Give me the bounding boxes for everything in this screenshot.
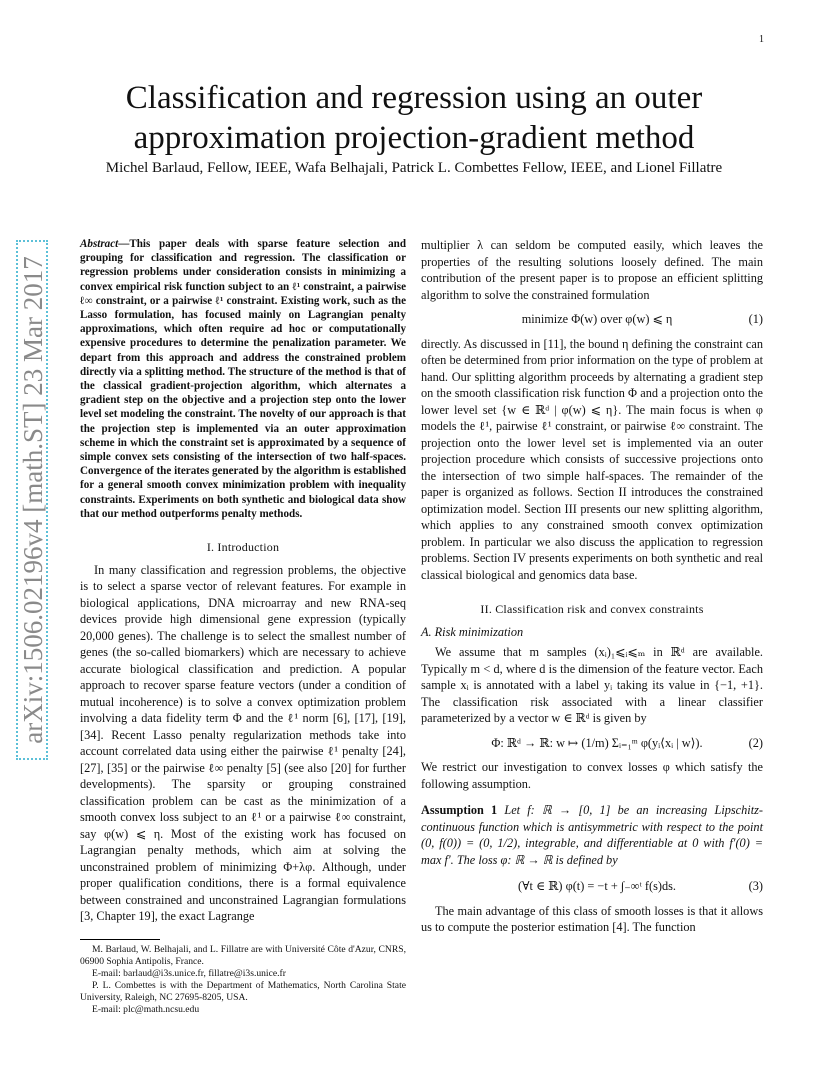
restrict-paragraph: We restrict our investigation to convex losses φ which satisfy the following assumption.	[421, 760, 763, 791]
abstract	[80, 237, 406, 521]
subsection-heading: A. Risk minimization	[421, 624, 524, 639]
intro-continuation: multiplier λ can seldom be computed easily, which leaves the properties of the resulting solutions loosely defined. The main contribution of the present paper is to propose an efficient splitting algorithm to solve the constrained formulation	[421, 238, 763, 302]
equation-1-body: minimize Φ(w) over φ(w) ⩽ η	[521, 312, 673, 326]
right-column	[421, 237, 763, 936]
footnote-affiliation-2: P. L. Combettes is with the Department of Mathematics, North Carolina State University, Raleigh, NC 27695-8205, USA.	[80, 979, 406, 1003]
left-column	[80, 237, 406, 1016]
assumption-label: Assumption 1	[421, 803, 498, 817]
intro-paragraph: In many classification and regression problems, the objective is to select a sparse vector of relevant features. For example in biological applications, DNA microarray and new RNA-seq devices provide high dimensional gene expression (typically 20,000 genes). The challenge is to select the smallest number of genes (the so-called biomarkers) which are necessary to achieve accurate biological classification and prediction. A popular approach to recover sparse feature vectors (under a condition of mutual incoherence) is to solve a convex optimization problem involving a data fidelity term Φ and the ℓ¹ norm [6], [17], [19], [34]. Recent Lasso penalty regularization methods take into account correlated data using either the pairwise ℓ¹ penalty [24], [27], [35] or the pairwise ℓ∞ penalty [5] (see also [20] for further developments). The sparsity or grouping constrained classification problem can be cast as the minimization of a smooth convex loss subject to an ℓ¹ or a pairwise ℓ∞ constraint, say φ(w) ⩽ η. Most of the existing work has focused on Lagrangian penalty methods, which aim at solving the unconstrained problem of minimizing Φ+λφ. Although, under proper qualification conditions, there is a formal equivalence between constrained and unconstrained Lagrangian formulations [3, Chapter 19], the exact Lagrange	[80, 562, 406, 924]
posterior-paragraph: The main advantage of this class of smooth losses is that it allows us to compute the posterior estimation [4]. The function	[421, 903, 763, 934]
section-heading: I. Introduction	[206, 540, 280, 555]
footnote-email-2: E-mail: plc@math.ncsu.edu	[92, 1003, 200, 1015]
equation-1-number: (1)	[748, 312, 763, 326]
footnote-email-1: E-mail: barlaud@i3s.unice.fr, fillatre@i3s.unice.fr	[92, 967, 286, 979]
equation-3-body: (∀t ∈ ℝ) φ(t) = −t + ∫₋∞ᵗ f(s)ds.	[518, 879, 676, 893]
equation-3-number: (3)	[748, 879, 763, 893]
equation-2	[421, 735, 763, 752]
organization-paragraph: directly. As discussed in [11], the bound η defining the constraint can often be determined from prior information on the type of problem at hand. Our splitting algorithm proceeds by alternating a gradient step on the smooth classification risk function Φ and a projection onto the lower level set {w ∈ ℝᵈ | φ(w) ⩽ η}. The main focus is when φ models the ℓ¹, pairwise ℓ¹ constraint, or pairwise ℓ∞ constraint. The projection onto the lower level set is implemented via an outer projection procedure which consists of successive projections onto the intersection of two simple half-spaces. The remainder of the paper is organized as follows. Section II introduces the constrained optimization model. Section III presents our new splitting algorithm, which applies to any constrained smooth convex optimization problem. In particular we also discuss the application to regression problems. Section IV presents experiments on both synthetic and real classical biological and genomics data base.	[421, 336, 763, 582]
equation-1	[421, 311, 763, 328]
arxiv-stamp: arXiv:1506.02196v4 [math.ST] 23 Mar 2017	[16, 240, 48, 760]
assumption-text: Let f: ℝ → [0, 1] be an increasing Lipschitz-continuous function which is antisymmetric with respect to the point (0, f(0)) = (0, 1/2), integrable, and differentiable at 0 with f′(0) = max f′. The loss φ: ℝ → ℝ is defined by	[421, 803, 763, 867]
abstract-label: Abstract	[80, 238, 119, 250]
paper-title: Classification and regression using an outer approximation projection-gradient method	[125, 80, 703, 156]
footnote	[80, 939, 406, 1016]
footnote-rule	[80, 939, 160, 940]
abstract-text: —This paper deals with sparse feature selection and grouping for classification and regression. The classification or regression problems under consideration consists in minimizing a convex empirical risk function subject to an ℓ¹ constraint, a pairwise ℓ∞ constraint, or a pairwise ℓ¹ constraint. Existing work, such as the Lasso formulation, has focused mainly on Lagrangian penalty approximations, which often require ad hoc or computationally expensive procedures to determine the penalization parameter. We depart from this approach and address the constrained problem directly via a splitting method. The structure of the method is that of the classical gradient-projection algorithm, which alternates a gradient step on the objective and a projection step onto the lower level set modeling the constraint. The novelty of our approach is that the projection step is implemented via an outer approximation scheme in which the constraint set is approximated by a sequence of simple convex sets consisting of the intersection of two half-spaces. Convergence of the iterates generated by the algorithm is established for a general smooth convex minimization problem with inequality constraints. Experiments on both synthetic and biological data show that our method outperforms penalty methods.	[80, 238, 406, 520]
risk-paragraph: We assume that m samples (xᵢ)₁⩽ᵢ⩽ₘ in ℝᵈ are available. Typically m < d, where d is the dimension of the feature vector. Each sample xᵢ is annotated with a label yᵢ taking its value in {−1, +1}. The classification risk associated with a linear classifier parameterized by a vector w ∈ ℝᵈ is given by	[421, 645, 763, 725]
equation-2-body: Φ: ℝᵈ → ℝ: w ↦ (1/m) Σᵢ₌₁ᵐ φ(yᵢ⟨xᵢ | w⟩).	[491, 735, 703, 750]
assumption-block	[421, 802, 763, 868]
footnote-affiliation-1: M. Barlaud, W. Belhajali, and L. Fillatre are with Université Côte d'Azur, CNRS, 06900 Sophia Antipolis, France.	[80, 943, 406, 967]
author-list: Michel Barlaud, Fellow, IEEE, Wafa Belhajali, Patrick L. Combettes Fellow, IEEE, and Lionel Fillatre	[105, 160, 723, 176]
equation-2-number: (2)	[748, 735, 763, 750]
section-heading-2: II. Classification risk and convex constraints	[480, 602, 704, 616]
page-number: 1	[759, 34, 764, 45]
equation-3	[421, 878, 763, 895]
